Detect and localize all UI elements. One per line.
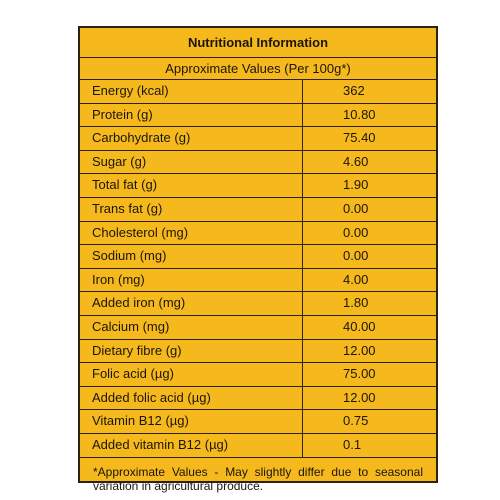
table-row (80, 315, 436, 339)
nutrient-value: 1.90 (343, 177, 369, 193)
table-row (80, 103, 436, 127)
table-row (80, 221, 436, 245)
table-row (80, 150, 436, 174)
table-row (80, 291, 436, 315)
nutrition-panel (78, 26, 438, 493)
nutrient-value: 0.75 (343, 413, 369, 429)
nutrient-value: 362 (343, 83, 365, 98)
nutrition-table (80, 80, 436, 458)
table-row (80, 386, 436, 410)
table-row (80, 433, 436, 457)
panel-subtitle: Approximate Values (Per 100g*) (80, 58, 436, 80)
nutrient-value: 10.80 (343, 106, 376, 122)
table-row (80, 362, 436, 386)
nutrient-value: 75.40 (343, 130, 376, 146)
nutrient-value: 40.00 (343, 318, 376, 334)
panel-title: Nutritional Information (80, 28, 436, 58)
nutrient-value: 12.00 (343, 389, 376, 405)
table-row (80, 80, 436, 103)
nutrient-value: 1.80 (343, 295, 369, 311)
table-row (80, 409, 436, 433)
nutrient-value: 0.00 (343, 248, 369, 264)
nutrient-value: 0.00 (343, 200, 369, 216)
table-row (80, 126, 436, 150)
nutrient-name: Carbohydrate (g) (80, 127, 303, 150)
table-row (80, 197, 436, 221)
nutrient-name: Cholesterol (mg) (80, 222, 303, 245)
nutrient-value: 4.60 (343, 153, 369, 169)
nutrient-value: 75.00 (343, 366, 376, 382)
nutrient-name: Added iron (mg) (80, 292, 303, 315)
nutrient-name: Vitamin B12 (µg) (80, 410, 303, 433)
nutrient-value: 12.00 (343, 342, 376, 358)
table-row (80, 339, 436, 363)
nutrient-name: Calcium (mg) (80, 316, 303, 339)
table-row (80, 268, 436, 292)
table-row (80, 173, 436, 197)
nutrient-value: 4.00 (343, 271, 369, 287)
table-row (80, 244, 436, 268)
nutrient-name: Sugar (g) (80, 151, 303, 174)
nutrient-name: Trans fat (g) (80, 198, 303, 221)
nutrient-name: Added vitamin B12 (µg) (80, 434, 303, 457)
nutrient-name: Folic acid (µg) (80, 363, 303, 386)
nutrient-name: Total fat (g) (80, 174, 303, 197)
footnote: *Approximate Values - May slightly differ due to seasonal variation in agricultural produce. (93, 464, 423, 493)
nutrient-value: 0.00 (343, 224, 369, 240)
nutrient-name: Dietary fibre (g) (80, 340, 303, 363)
nutrient-name: Iron (mg) (80, 269, 303, 292)
nutrient-name: Added folic acid (µg) (80, 387, 303, 410)
nutrient-name: Protein (g) (80, 104, 303, 127)
nutrient-name: Sodium (mg) (80, 245, 303, 268)
nutrient-value: 0.1 (343, 436, 362, 452)
nutrient-name: Energy (kcal) (80, 80, 303, 103)
